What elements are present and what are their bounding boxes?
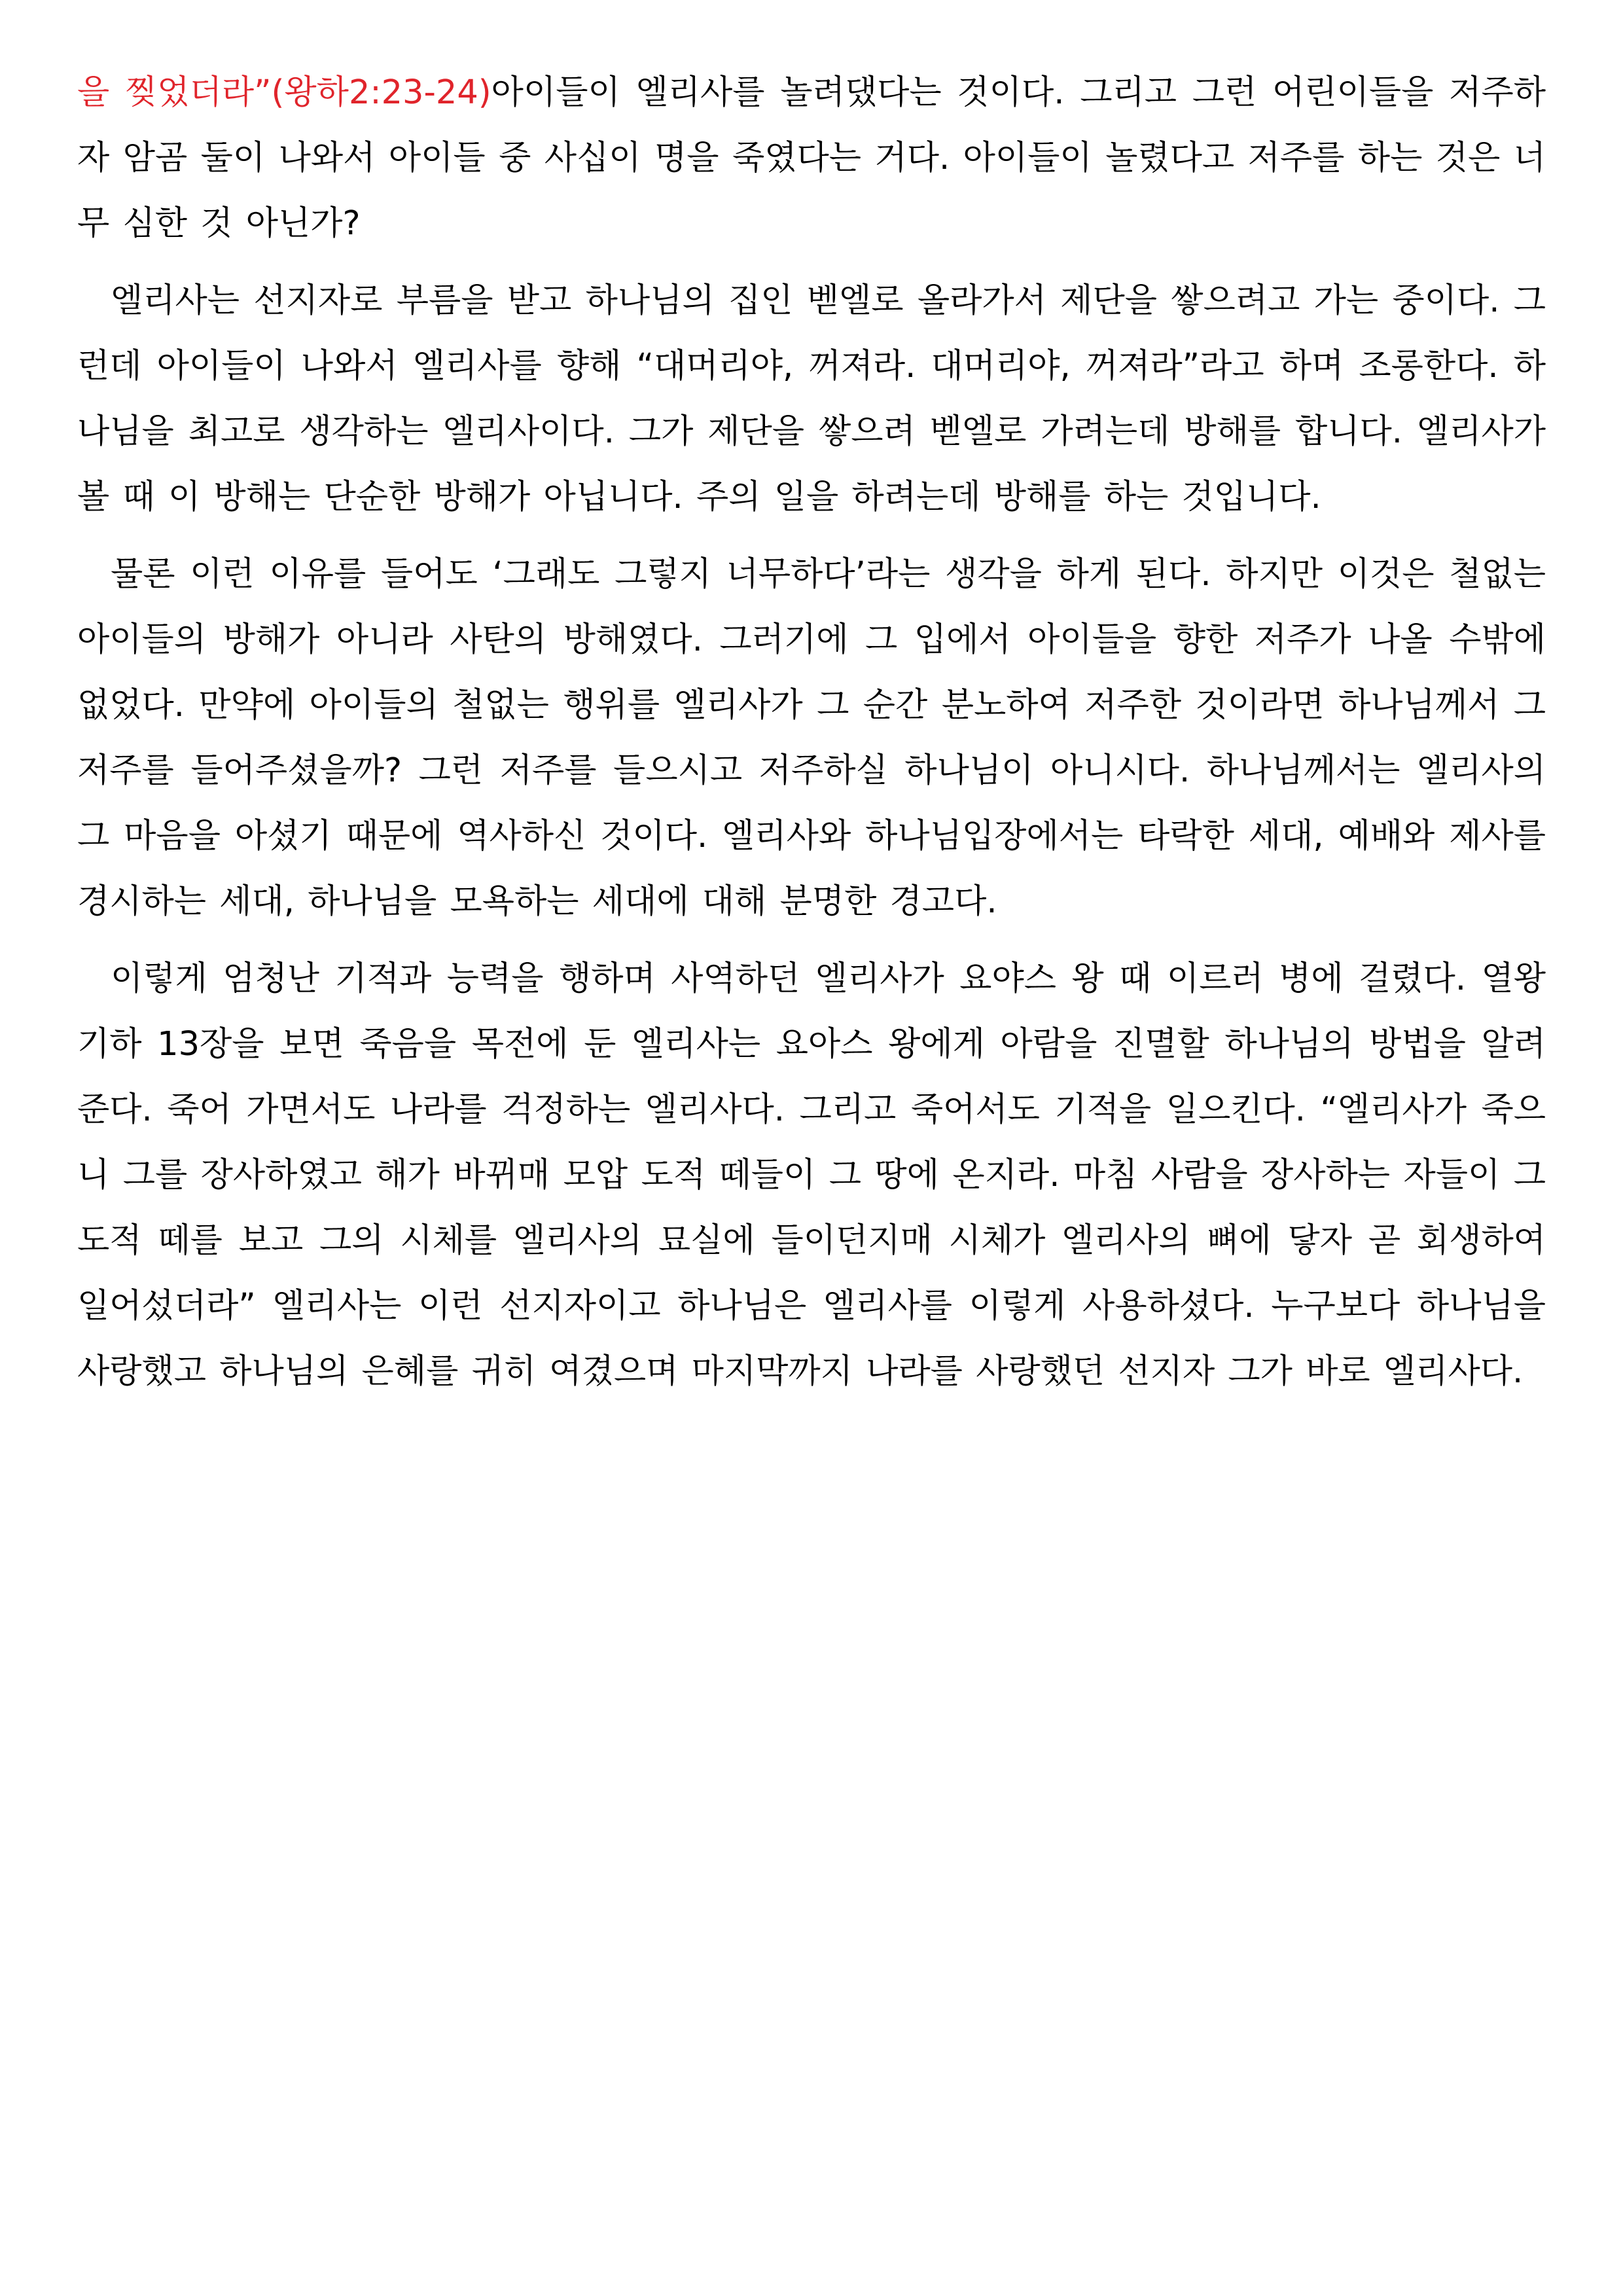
paragraph-4: 이렇게 엄청난 기적과 능력을 행하며 사역하던 엘리사가 요야스 왕 때 이르러 병에 걸렸다. 열왕기하 13장을 보면 죽음을 목전에 둔 엘리사는 요아스 왕에게 아람을 진멸할 하나님의 방법을 알려준다. 죽어 가면서도 나라를 걱정하는 엘리사다. 그리고 죽어서도 기적을 일으킨다. “엘리사가 죽으니 그를 장사하였고 해가 바뀌매 모압 도적 떼들이 그 땅에 온지라. 마침 사람을 장사하는 자들이 그 도적 떼를 보고 그의 시체를 엘리사의 묘실에 들이던지매 시체가 엘리사의 뼈에 닿자 곧 회생하여 일어섰더라” 엘리사는 이런 선지자이고 하나님은 엘리사를 이렇게 사용하셨다. 누구보다 하나님을 사랑했고 하나님의 은혜를 귀히 여겼으며 마지막까지 나라를 사랑했던 선지자 그가 바로 엘리사다. [77, 960, 1546, 1391]
paragraph-1 [77, 60, 1546, 257]
scripture-quote-ending: 을 찢었더라”(왕하2:23-24) [77, 73, 491, 112]
paragraph-3: 물론 이런 이유를 들어도 ‘그래도 그렇지 너무하다’라는 생각을 하게 된다. 하지만 이것은 철없는 아이들의 방해가 아니라 사탄의 방해였다. 그러기에 그 입에서 아이들을 향한 저주가 나올 수밖에 없었다. 만약에 아이들의 철없는 행위를 엘리사가 그 순간 분노하여 저주한 것이라면 하나님께서 그 저주를 들어주셨을까? 그런 저주를 들으시고 저주하실 하나님이 아니시다. 하나님께서는 엘리사의 그 마음을 아셨기 때문에 역사하신 것이다. 엘리사와 하나님입장에서는 타락한 세대, 예배와 제사를 경시하는 세대, 하나님을 모욕하는 세대에 대해 분명한 경고다. [77, 555, 1546, 921]
paragraph-2: 엘리사는 선지자로 부름을 받고 하나님의 집인 벧엘로 올라가서 제단을 쌓으려고 가는 중이다. 그런데 아이들이 나와서 엘리사를 향해 “대머리야, 꺼져라. 대머리야, 꺼져라”라고 하며 조롱한다. 하나님을 최고로 생각하는 엘리사이다. 그가 제단을 쌓으려 벧엘로 가려는데 방해를 합니다. 엘리사가 볼 때 이 방해는 단순한 방해가 아닙니다. 주의 일을 하려는데 방해를 하는 것입니다. [77, 281, 1546, 516]
paragraph-1-text: 아이들이 엘리사를 놀려댔다는 것이다. 그리고 그런 어린이들을 저주하자 암곰 둘이 나와서 아이들 중 사십이 명을 죽였다는 거다. 아이들이 놀렸다고 저주를 하는 것은 너무 심한 것 아닌가? [77, 73, 1546, 243]
document-page [77, 60, 1546, 1416]
